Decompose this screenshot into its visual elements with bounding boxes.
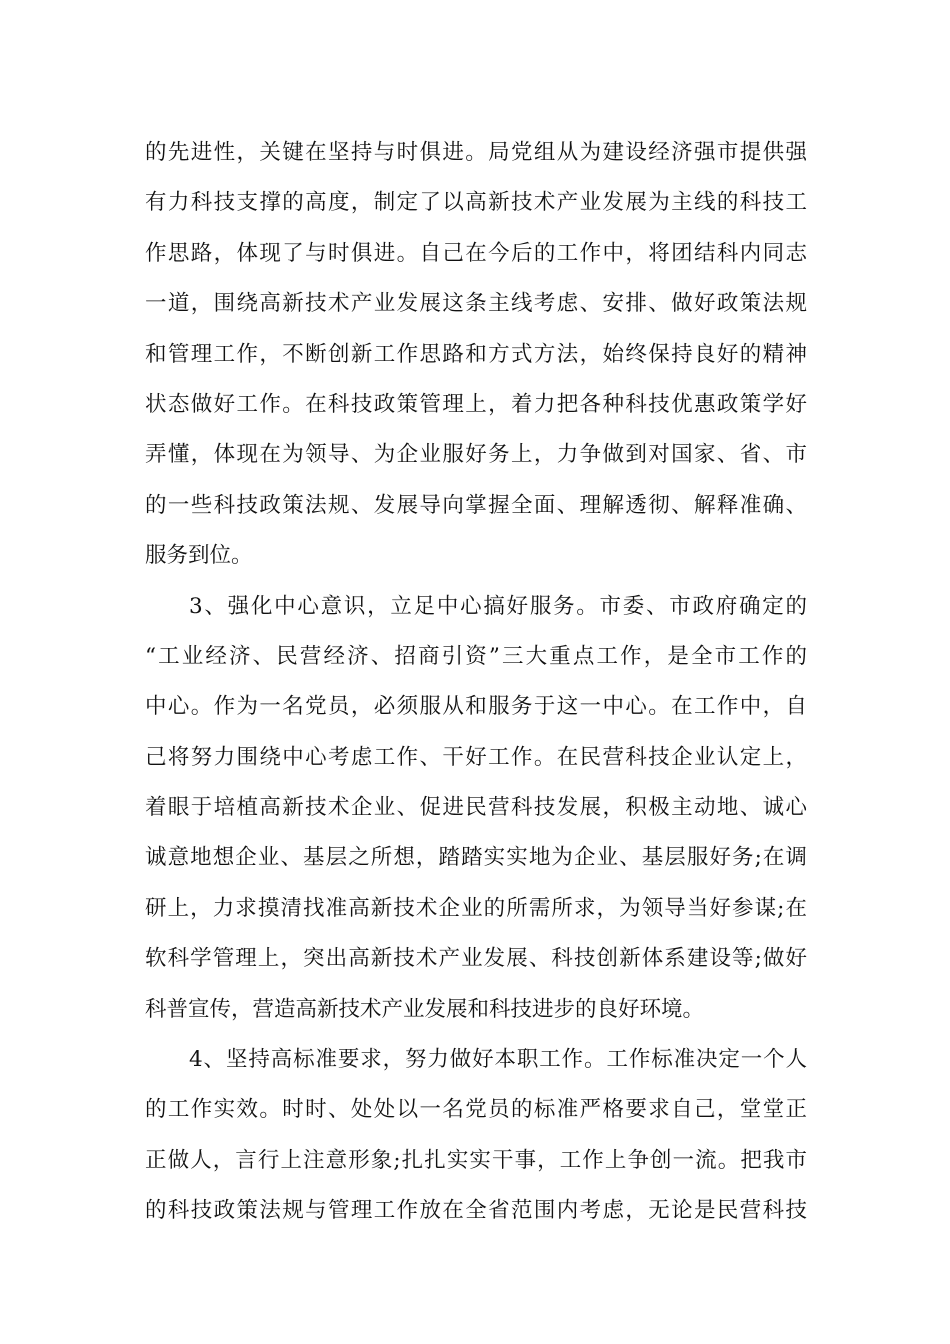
paragraph-start-line: 4、坚持高标准要求，努力做好本职工作。工作标准决定一个人 bbox=[189, 1047, 807, 1073]
text-line: 着眼于培植高新技术企业、促进民营科技发展，积极主动地、诚心 bbox=[145, 795, 807, 821]
text-line: 正做人，言行上注意形象;扎扎实实干事，工作上争创一流。把我市 bbox=[145, 1147, 807, 1173]
text-line: 的一些科技政策法规、发展导向掌握全面、理解透彻、解释准确、 bbox=[145, 492, 807, 518]
body-text bbox=[145, 128, 807, 1237]
paragraph-end-line: 服务到位。 bbox=[145, 543, 253, 569]
text-line: 的科技政策法规与管理工作放在全省范围内考虑，无论是民营科技 bbox=[145, 1198, 807, 1224]
paragraph-end-line: 科普宣传，营造高新技术产业发展和科技进步的良好环境。 bbox=[145, 996, 705, 1022]
text-line: 和管理工作，不断创新工作思路和方式方法，始终保持良好的精神 bbox=[145, 341, 807, 367]
text-line: 中心。作为一名党员，必须服从和服务于这一中心。在工作中，自 bbox=[145, 694, 807, 720]
text-line: 诚意地想企业、基层之所想，踏踏实实地为企业、基层服好务;在调 bbox=[145, 845, 807, 871]
text-line: 的先进性，关键在坚持与时俱进。局党组从为建设经济强市提供强 bbox=[145, 140, 807, 165]
text-line: 状态做好工作。在科技政策管理上，着力把各种科技优惠政策学好 bbox=[145, 391, 807, 417]
text-line: 一道，围绕高新技术产业发展这条主线考虑、安排、做好政策法规 bbox=[145, 291, 807, 317]
text-line: 的工作实效。时时、处处以一名党员的标准严格要求自己，堂堂正 bbox=[145, 1097, 807, 1123]
text-line: 弄懂，体现在为领导、为企业服好务上，力争做到对国家、省、市 bbox=[145, 442, 807, 468]
text-line: 有力科技支撑的高度，制定了以高新技术产业发展为主线的科技工 bbox=[145, 190, 807, 216]
text-line: 作思路，体现了与时俱进。自己在今后的工作中，将团结科内同志 bbox=[145, 240, 807, 266]
text-line: “工业经济、民营经济、招商引资”三大重点工作，是全市工作的 bbox=[145, 643, 807, 669]
text-line: 研上，力求摸清找准高新技术企业的所需所求，为领导当好参谋;在 bbox=[145, 895, 807, 921]
paragraph-start-line: 3、强化中心意识，立足中心搞好服务。市委、市政府确定的 bbox=[189, 593, 807, 619]
text-line: 软科学管理上，突出高新技术产业发展、科技创新体系建设等;做好 bbox=[145, 946, 807, 972]
text-line: 己将努力围绕中心考虑工作、干好工作。在民营科技企业认定上， bbox=[145, 744, 807, 770]
